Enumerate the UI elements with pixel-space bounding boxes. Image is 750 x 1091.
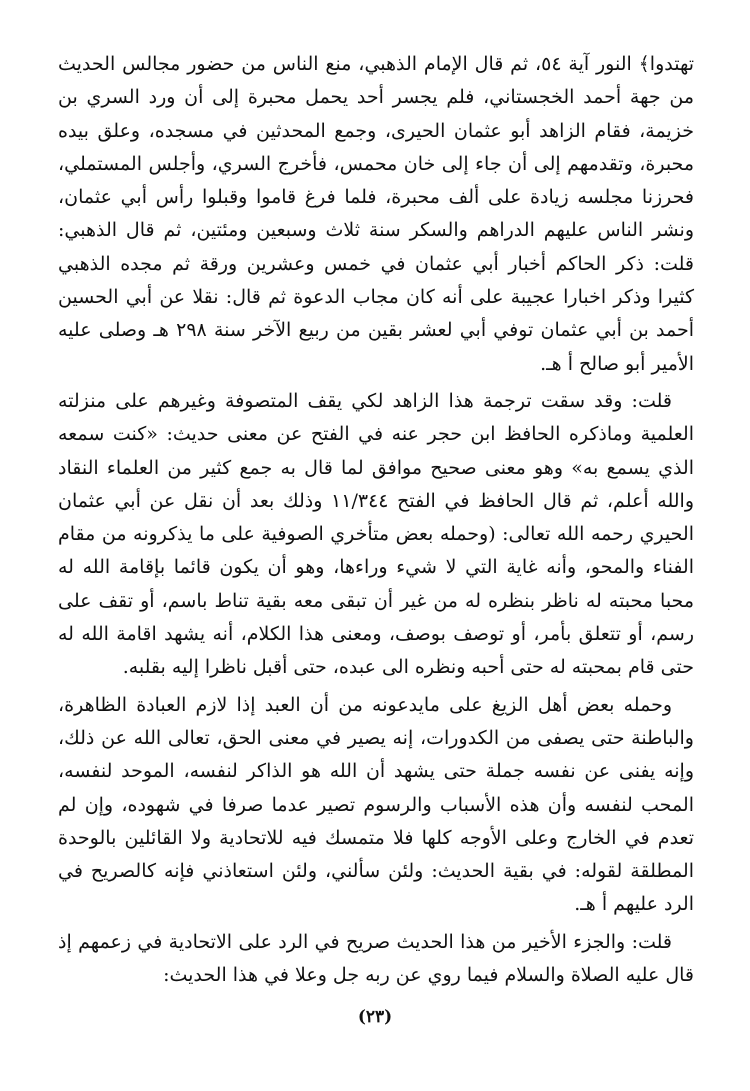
- paragraph-3: وحمله بعض أهل الزيغ على مايدعونه من أن العبد إذا لازم العبادة الظاهرة، والباطنة حتى يصفى من الكدورات، إنه يصير في معنى الحق، تعالى الله عن ذلك، وإنه يفنى عن نفسه جملة حتى يشهد أن الله هو الذاكر لنفسه، الموحد لنفسه، المحب لنفسه وأن هذه الأسباب والرسوم تصير عدما صرفا في شهوده، وإن لم تعدم في الخارج وعلى الأوجه كلها فلا متمسك فيه للاتحادية ولا القائلين بالوحدة المطلقة لقوله: في بقية الحديث: ولئن سألني، ولئن استعاذني فإنه كالصريح في الرد عليهم أ هـ.: [58, 693, 694, 916]
- page-body: [58, 48, 694, 992]
- page-number: (٢٣): [357, 1007, 393, 1027]
- paragraph-2: قلت: وقد سقت ترجمة هذا الزاهد لكي يقف المتصوفة وغيرهم على منزلته العلمية وماذكره الحافظ ابن حجر عنه في الفتح عن معنى حديث: «كنت سمعه الذي يسمع به» وهو معنى صحيح موافق لما قال به جمع كثير من العلماء النقاد والله أعلم، ثم قال الحافظ في الفتح ١١/٣٤٤ وذلك بعد أن نقل عن أبي عثمان الحيري رحمه الله تعالى: (وحمله بعض متأخري الصوفية على ما يذكرونه من مقام الفناء والمحو، وأنه غاية التي لا شيء وراءها، وهو أن يكون قائما بإقامة الله له محبا محبته له ناظر بنظره له من غير أن تبقى معه بقية تناط باسم، أو تقف على رسم، أو تتعلق بأمر، أو توصف بوصف، ومعنى هذا الكلام، أنه يشهد اقامة الله له حتى قام بمحبته له حتى أحبه ونظره الى عبده، حتى أقبل ناظرا إليه بقلبه.: [58, 389, 694, 679]
- paragraph-4: قلت: والجزء الأخير من هذا الحديث صريح في الرد على الاتحادية في زعمهم إذ قال عليه الصلاة والسلام فيما روي عن ربه جل وعلا في هذا الحديث:: [58, 930, 694, 987]
- paragraph-1: تهتدوا﴾ النور آية ٥٤، ثم قال الإمام الذهبي، منع الناس من حضور مجالس الحديث من جهة أحمد الخجستاني، فلم يجسر أحد يحمل محبرة إلى أن ورد السري بن خزيمة، فقام الزاهد أبو عثمان الحيرى، وجمع المحدثين في مسجده، وعلق بيده محبرة، وتقدمهم إلى أن جاء إلى خان محمس، فأخرج السري، وأجلس المستملي، فحرزنا مجلسه زيادة على ألف محبرة، فلما فرغ قاموا وقبلوا رأس أبي عثمان، ونشر الناس عليهم الدراهم والسكر سنة ثلاث وسبعين ومئتين، ثم قال الذهبي: قلت: ذكر الحاكم أخبار أبي عثمان في خمس وعشرين ورقة ثم مجده الذهبي كثيرا وذكر اخبارا عجيبة على أنه كان مجاب الدعوة ثم قال: نقلا عن أبي الحسين أحمد بن أبي عثمان توفي أبي لعشر بقين من ربيع الآخر سنة ٢٩٨ هـ وصلى عليه الأمير أبو صالح أ هـ.: [58, 53, 695, 375]
